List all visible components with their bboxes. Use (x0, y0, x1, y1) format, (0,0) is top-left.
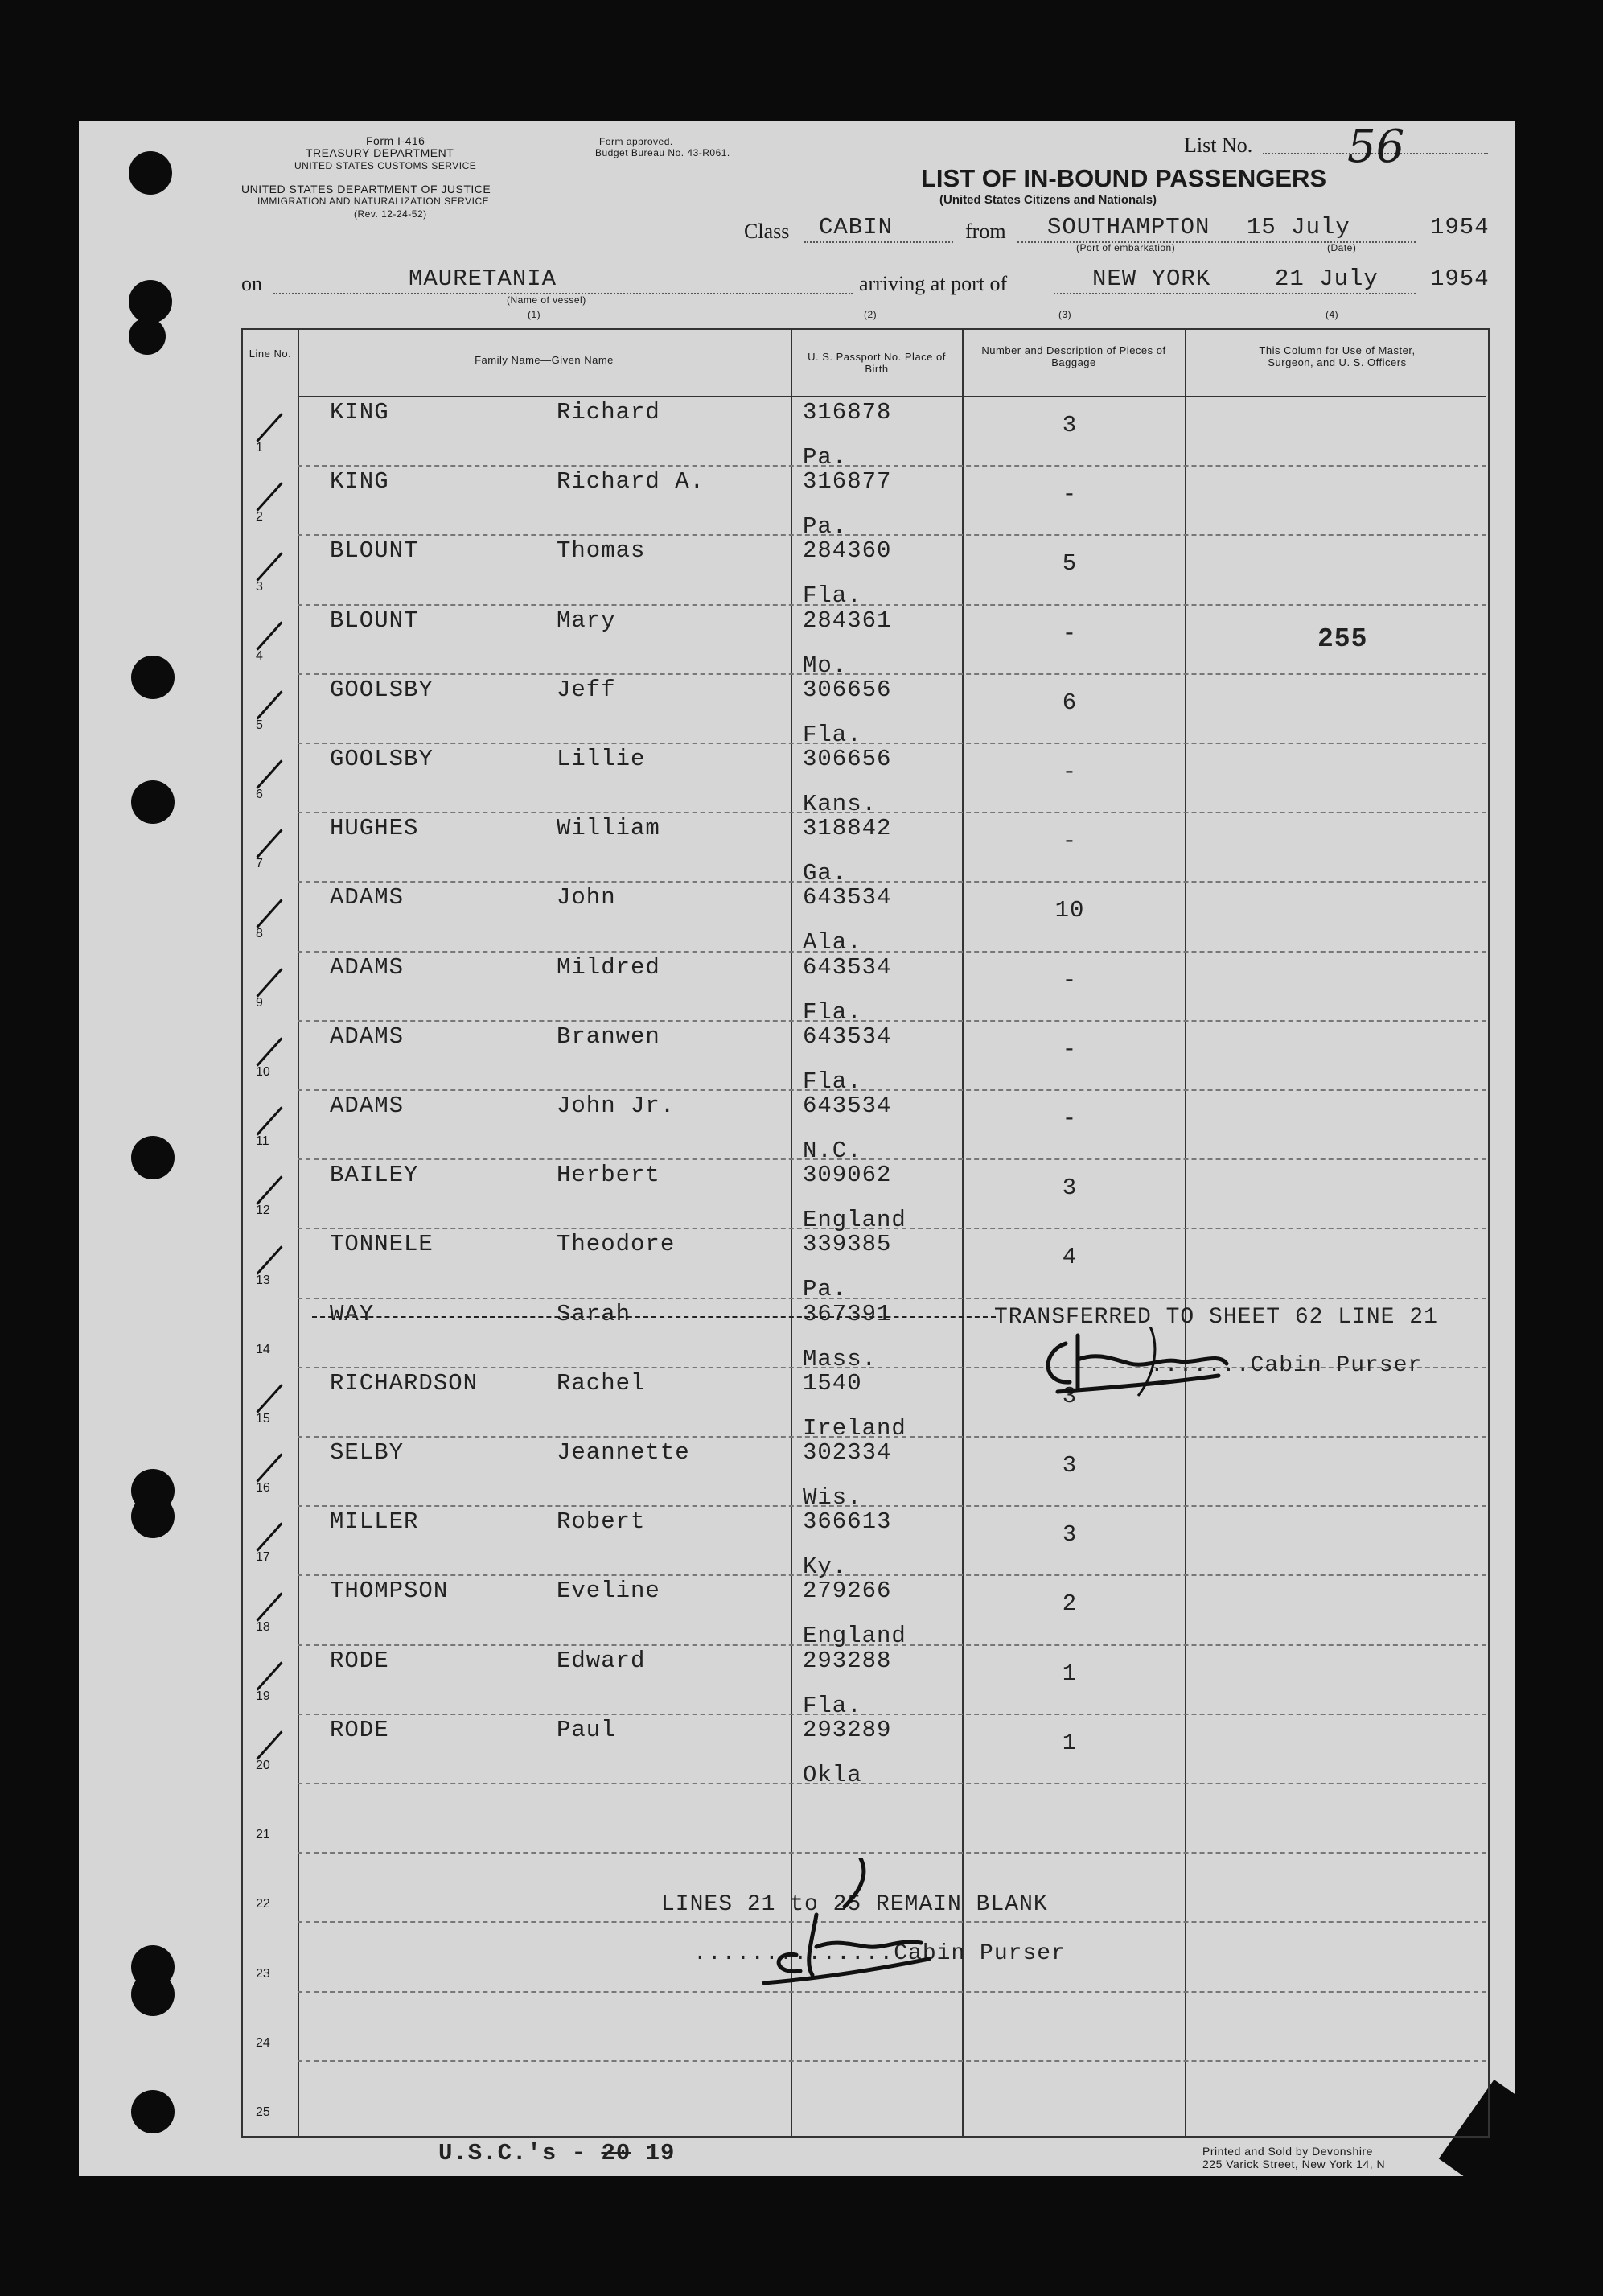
given-name: Lillie (557, 746, 646, 772)
page-title: LIST OF IN-BOUND PASSENGERS (921, 164, 1327, 192)
row-rule (298, 1089, 1486, 1091)
baggage-count: - (1062, 759, 1078, 785)
place-of-birth: Pa. (803, 1276, 848, 1303)
binder-hole (131, 1136, 175, 1179)
family-name: RODE (330, 1716, 389, 1743)
passport-number: 302334 (803, 1439, 892, 1466)
baggage-count: 10 (1054, 897, 1085, 924)
family-name: BLOUNT (330, 537, 419, 565)
treasury-dept: TREASURY DEPARTMENT (306, 146, 454, 159)
binder-hole (131, 1973, 175, 2016)
family-name: BLOUNT (330, 607, 419, 634)
vessel-name: MAURETANIA (409, 265, 557, 292)
line-number: 16 (256, 1481, 270, 1496)
given-name: William (557, 815, 660, 842)
row-rule (298, 1298, 1486, 1299)
list-no-label: List No. (1184, 134, 1253, 157)
place-of-birth: England (803, 1623, 906, 1650)
given-name: Mary (557, 607, 616, 634)
col-header-name: Family Name—Given Name (475, 354, 614, 366)
row-rule (298, 743, 1486, 744)
given-name: Edward (557, 1647, 646, 1674)
given-name: Richard (557, 399, 660, 426)
baggage-count: 6 (1062, 689, 1078, 716)
passport-number: 309062 (803, 1162, 892, 1189)
col-mark-1: (1) (528, 309, 541, 320)
place-of-birth: Pa. (803, 444, 848, 471)
col-header-passport: U. S. Passport No. Place of Birth (808, 351, 946, 375)
binder-hole (131, 2090, 175, 2133)
row-rule (298, 1783, 1486, 1784)
uscs-value: 19 (631, 2140, 676, 2166)
from-label: from (965, 220, 1006, 243)
page-subtitle: (United States Citizens and Nationals) (939, 193, 1157, 207)
baggage-count: - (1062, 966, 1078, 994)
family-name: KING (330, 399, 389, 426)
place-of-birth: Fla. (803, 998, 862, 1026)
arriving-label: arriving at port of (859, 272, 1008, 295)
passport-number: 279266 (803, 1578, 892, 1605)
baggage-count: 3 (1062, 1452, 1078, 1479)
row-14-strikethrough (312, 1316, 996, 1318)
place-of-birth: Fla. (803, 721, 862, 748)
row-rule (298, 1020, 1486, 1022)
place-of-birth: Mo. (803, 652, 848, 679)
given-name: Eveline (557, 1578, 660, 1605)
arrival-date: 21 July (1275, 265, 1379, 292)
passport-number: 306656 (803, 676, 892, 703)
line-number: 6 (256, 788, 263, 802)
col-mark-4: (4) (1326, 309, 1339, 320)
binder-hole (131, 1495, 175, 1538)
given-name: Jeannette (557, 1439, 690, 1466)
line-number: 17 (256, 1550, 270, 1565)
embarkation-year: 1954 (1430, 214, 1490, 241)
header-bottom-rule (298, 396, 1486, 397)
col-mark-2: (2) (864, 309, 878, 320)
list-number: 56 (1347, 121, 1405, 173)
given-name: Herbert (557, 1162, 660, 1189)
line-number: 18 (256, 1619, 270, 1634)
passport-number: 293289 (803, 1716, 892, 1743)
baggage-count: - (1062, 619, 1078, 647)
line-number: 12 (256, 1204, 270, 1218)
col-divider-baggage (1185, 328, 1186, 2136)
family-name: MILLER (330, 1508, 419, 1536)
binder-hole (131, 656, 175, 699)
given-name: Thomas (557, 537, 646, 565)
place-of-birth: Okla (803, 1761, 862, 1788)
given-name: Richard A. (557, 468, 705, 496)
binder-hole (129, 151, 172, 195)
col-divider-line (298, 328, 299, 2136)
given-name: Theodore (557, 1231, 676, 1258)
line-number: 19 (256, 1689, 270, 1703)
passport-number: 316877 (803, 468, 892, 496)
row-rule (298, 1158, 1486, 1160)
given-name: Branwen (557, 1023, 660, 1050)
line-number: 15 (256, 1412, 270, 1426)
baggage-count: 2 (1062, 1590, 1078, 1618)
baggage-count: 5 (1062, 550, 1078, 578)
passport-number: 318842 (803, 815, 892, 842)
family-name: ADAMS (330, 953, 405, 981)
baggage-count: 1 (1062, 1660, 1078, 1687)
place-of-birth: Wis. (803, 1484, 862, 1511)
baggage-count: 1 (1062, 1729, 1078, 1756)
transfer-note: TRANSFERRED TO SHEET 62 LINE 21 (994, 1305, 1438, 1330)
passport-number: 306656 (803, 746, 892, 772)
class-label: Class (744, 220, 790, 243)
line-number: 4 (256, 648, 263, 663)
family-name: SELBY (330, 1439, 405, 1466)
family-name: GOOLSBY (330, 746, 434, 772)
line-number: 8 (256, 926, 263, 940)
dept-justice: UNITED STATES DEPARTMENT OF JUSTICE (241, 183, 491, 195)
line-number: 23 (256, 1966, 270, 1981)
line-number: 25 (256, 2105, 270, 2119)
passport-number: 366613 (803, 1508, 892, 1536)
baggage-count: - (1062, 1105, 1078, 1132)
given-name: Rachel (557, 1369, 646, 1397)
passport-number: 339385 (803, 1231, 892, 1258)
arrival-port: NEW YORK (1092, 265, 1211, 292)
place-of-birth: Ireland (803, 1414, 906, 1442)
family-name: TONNELE (330, 1231, 434, 1258)
line-number: 21 (256, 1828, 270, 1842)
vessel-caption: (Name of vessel) (507, 294, 586, 306)
passport-number: 284361 (803, 607, 892, 634)
row-rule (298, 1714, 1486, 1715)
row-rule (298, 951, 1486, 953)
port-of-embarkation: SOUTHAMPTON (1047, 214, 1210, 241)
passport-number: 643534 (803, 884, 892, 911)
family-name: ADAMS (330, 1023, 405, 1050)
passport-number: 284360 (803, 537, 892, 565)
ins-label: IMMIGRATION AND NATURALIZATION SERVICE (257, 195, 490, 207)
row-rule (298, 465, 1486, 467)
date-caption: (Date) (1327, 242, 1357, 253)
baggage-count: 3 (1062, 412, 1078, 438)
col-mark-3: (3) (1058, 309, 1072, 320)
baggage-count: 3 (1062, 1175, 1078, 1202)
passport-number: 643534 (803, 953, 892, 981)
uscs-struck: 20 (601, 2140, 631, 2166)
line-number: 2 (256, 510, 263, 525)
family-name: ADAMS (330, 884, 405, 911)
given-name: Jeff (557, 676, 616, 703)
uscs-prefix: U.S.C.'s - (438, 2140, 602, 2166)
family-name: BAILEY (330, 1162, 419, 1189)
blank-sign-line: ..............Cabin Purser (693, 1941, 1066, 1966)
binder-hole (129, 318, 166, 355)
row-rule (298, 881, 1486, 883)
family-name: RICHARDSON (330, 1369, 479, 1397)
row-rule (298, 1505, 1486, 1507)
officer-note: 255 (1317, 624, 1368, 654)
place-of-birth: Ga. (803, 860, 848, 887)
blank-lines-note: LINES 21 to 25 REMAIN BLANK (661, 1892, 1048, 1917)
binder-hole (129, 280, 172, 323)
given-name: John Jr. (557, 1092, 676, 1119)
col-divider-passport (962, 328, 964, 2136)
place-of-birth: Ky. (803, 1553, 848, 1581)
baggage-count: - (1062, 481, 1078, 508)
place-of-birth: Fla. (803, 1068, 862, 1095)
place-of-birth: England (803, 1207, 906, 1234)
revision: (Rev. 12-24-52) (354, 208, 427, 220)
line-number: 9 (256, 995, 263, 1010)
row-rule (298, 1852, 1486, 1854)
family-name: HUGHES (330, 815, 419, 842)
line-number: 10 (256, 1065, 270, 1079)
family-name: ADAMS (330, 1092, 405, 1119)
binder-hole (131, 780, 175, 824)
col-header-officers: This Column for Use of Master, Surgeon, and U. S. Officers (1259, 344, 1416, 368)
customs-service: UNITED STATES CUSTOMS SERVICE (294, 160, 477, 171)
printer-line-2: 225 Varick Street, New York 14, N (1202, 2158, 1386, 2171)
passport-number: 643534 (803, 1023, 892, 1050)
baggage-count: 4 (1062, 1244, 1078, 1271)
line-number: 11 (256, 1134, 269, 1149)
passport-number: 1540 (803, 1369, 862, 1397)
row-rule (298, 1574, 1486, 1576)
signature-mark (748, 1858, 941, 1987)
line-number: 3 (256, 579, 263, 594)
row-rule (298, 673, 1486, 675)
line-number: 24 (256, 2035, 270, 2050)
class-line (804, 241, 953, 243)
place-of-birth: Fla. (803, 582, 862, 610)
place-of-birth: Fla. (803, 1692, 862, 1719)
place-of-birth: Pa. (803, 513, 848, 541)
col-header-baggage: Number and Description of Pieces of Baggage (981, 344, 1166, 368)
given-name: Sarah (557, 1300, 631, 1327)
arrival-line (1054, 293, 1416, 294)
line-number: 22 (256, 1897, 270, 1911)
line-number: 14 (256, 1342, 270, 1356)
uscs-footer (438, 2140, 675, 2166)
line-number: 20 (256, 1759, 270, 1772)
budget-bureau: Budget Bureau No. 43-R061. (595, 147, 730, 158)
passport-number: 367391 (803, 1300, 892, 1327)
passport-number: 316878 (803, 399, 892, 426)
place-of-birth: N.C. (803, 1138, 862, 1164)
form-approved: Form approved. (599, 136, 673, 147)
place-of-birth: Mass. (803, 1345, 878, 1372)
baggage-count: - (1062, 828, 1078, 855)
family-name: WAY (330, 1300, 375, 1327)
line-number: 5 (256, 718, 263, 732)
given-name: Paul (557, 1716, 616, 1743)
line-number: 1 (256, 441, 263, 455)
baggage-count: - (1062, 1035, 1078, 1063)
row-rule (298, 534, 1486, 536)
passport-number: 643534 (803, 1092, 892, 1119)
row-rule (298, 604, 1486, 606)
baggage-count: 3 (1062, 1382, 1078, 1409)
on-label: on (241, 272, 262, 295)
line-number: 7 (256, 857, 263, 871)
place-of-birth: Ala. (803, 929, 862, 957)
baggage-count: 3 (1062, 1521, 1078, 1549)
family-name: THOMPSON (330, 1578, 449, 1605)
place-of-birth: Kans. (803, 791, 878, 817)
col-header-line: Line No. (249, 348, 292, 360)
transfer-sign-line: .......Cabin Purser (1150, 1353, 1423, 1378)
family-name: RODE (330, 1647, 389, 1674)
given-name: Robert (557, 1508, 646, 1536)
line-number: 13 (256, 1273, 270, 1287)
row-rule (298, 2060, 1486, 2062)
port-caption: (Port of embarkation) (1076, 242, 1176, 253)
arrival-year: 1954 (1430, 265, 1490, 292)
embarkation-date: 15 July (1247, 214, 1350, 241)
passport-number: 293288 (803, 1647, 892, 1674)
given-name: Mildred (557, 953, 660, 981)
form-number: Form I-416 (366, 134, 425, 147)
row-rule (298, 812, 1486, 813)
family-name: GOOLSBY (330, 676, 434, 703)
given-name: John (557, 884, 616, 911)
class-value: CABIN (819, 214, 894, 241)
purser-signature-2 (748, 1858, 941, 1991)
printer-line-1: Printed and Sold by Devonshire (1202, 2145, 1373, 2158)
family-name: KING (330, 468, 389, 496)
